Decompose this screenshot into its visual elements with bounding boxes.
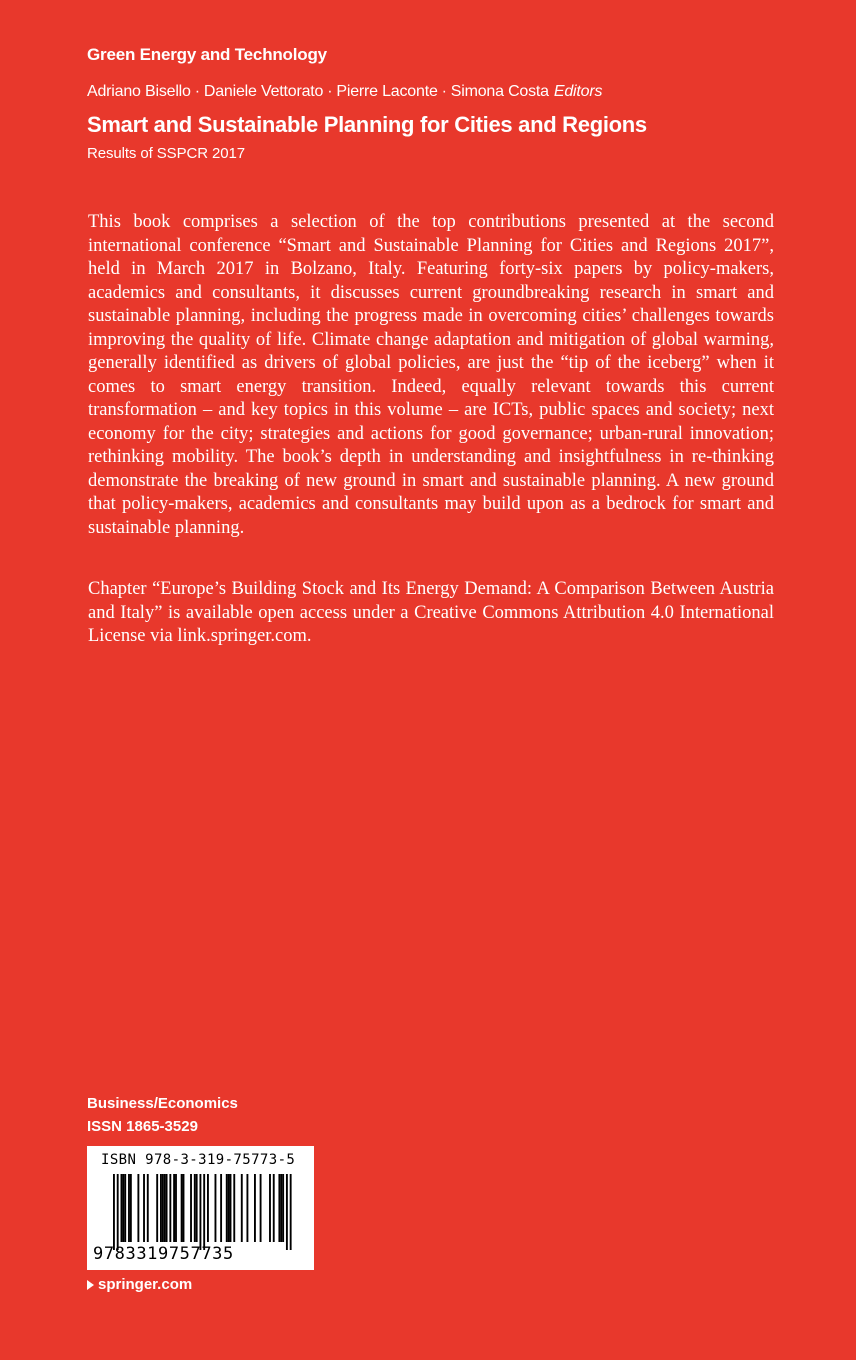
barcode-bar (181, 1174, 183, 1242)
barcode-bar (203, 1174, 205, 1250)
barcode-bar (280, 1174, 282, 1242)
barcode-bar (278, 1174, 280, 1242)
barcode-bar (156, 1174, 158, 1242)
barcode-bar (117, 1174, 119, 1250)
barcode-bar (254, 1174, 256, 1242)
book-description: This book comprises a selection of the top contributions presented at the second international conference “Smart and Sustainable Planning for Cities and Regions 2017”, held in March 2017 in Bolzano, Italy. Featuring forty-six papers by policy-makers, academics and consultants, it discusses current groundbreaking research in smart and sustainable planning, including the progress made in overcoming cities’ challenges towards improving the quality of life. Climate change adaptation and mitigation of global warming, generally identified as drivers of global policies, are just the “tip of the iceberg” when it comes to smart energy transition. Indeed, equally relevant towards this current transformation – and key topics in this volume – are ICTs, public spaces and society; next economy for the city; strategies and actions for good governance; urban-rural innovation; rethinking mobility. The book’s depth in understanding and insightfulness in re-thinking demonstrate the breaking of new ground in smart and sustainable planning. A new ground that policy-makers, academics and consultants may build upon as a bedrock for smart and sustainable planning. (88, 212, 774, 538)
barcode-bar (220, 1174, 222, 1242)
editor-name: Pierre Laconte (336, 83, 438, 100)
barcode-bar (121, 1174, 123, 1242)
barcode-bar (199, 1174, 201, 1250)
barcode-bar (241, 1174, 243, 1242)
barcode-bar (122, 1174, 124, 1242)
barcode-bar (147, 1174, 149, 1242)
springer-link[interactable] (87, 1276, 192, 1293)
issn-number: ISSN 1865-3529 (87, 1118, 198, 1135)
isbn-label: ISBN 978-3-319-75773-5 (101, 1152, 296, 1168)
editor-separator: · (327, 83, 333, 100)
barcode-bar (226, 1174, 228, 1242)
subject-category: Business/Economics (87, 1095, 238, 1112)
barcode-bar (246, 1174, 248, 1242)
barcode-bar (194, 1174, 196, 1242)
editor-name: Adriano Bisello (87, 83, 191, 100)
barcode-bar (269, 1174, 271, 1242)
barcode-bar (207, 1174, 209, 1242)
barcode-bar (137, 1174, 139, 1242)
barcode-bar (164, 1174, 166, 1242)
series-name: Green Energy and Technology (87, 45, 327, 64)
barcode-box (87, 1146, 314, 1270)
barcode-bar (113, 1174, 115, 1250)
editor-name: Simona Costa (450, 83, 549, 100)
barcode-bar (260, 1174, 262, 1242)
barcode-bar (175, 1174, 177, 1242)
barcode-bar (173, 1174, 175, 1242)
barcode-bar (228, 1174, 230, 1242)
barcode-bar (162, 1174, 164, 1242)
editor-separator: · (194, 83, 200, 100)
barcode-bar (169, 1174, 171, 1242)
editor-separator: · (441, 83, 447, 100)
barcode-bar (166, 1174, 168, 1242)
barcode-bar (273, 1174, 275, 1242)
barcode-bar (128, 1174, 130, 1242)
barcode-bar (282, 1174, 284, 1242)
book-title: Smart and Sustainable Planning for Cities and Regions (87, 112, 647, 137)
barcode-bar (124, 1174, 126, 1242)
barcode-bar (233, 1174, 235, 1242)
editors-role: Editors (553, 83, 603, 100)
barcode-bar (143, 1174, 145, 1242)
barcode-bar (183, 1174, 185, 1242)
editor-name: Daniele Vettorato (203, 83, 324, 100)
barcode-bar (130, 1174, 132, 1242)
barcode-bar (196, 1174, 198, 1242)
barcode-bar (230, 1174, 232, 1242)
editors-line (87, 83, 602, 101)
barcode-digits: 9783319757735 (93, 1244, 234, 1264)
barcode-bar (190, 1174, 192, 1242)
springer-link-label: springer.com (98, 1276, 193, 1293)
arrow-right-icon (87, 1280, 94, 1290)
barcode-bar (286, 1174, 288, 1250)
book-subtitle: Results of SSPCR 2017 (87, 145, 245, 162)
barcode-bar (160, 1174, 162, 1242)
barcode-bar (290, 1174, 292, 1250)
barcode-bar (215, 1174, 217, 1242)
open-access-note: Chapter “Europe’s Building Stock and Its Energy Demand: A Comparison Between Austria and Italy” is available open access under a Creative Commons Attribution 4.0 International License via link.springer.com. (88, 579, 774, 646)
